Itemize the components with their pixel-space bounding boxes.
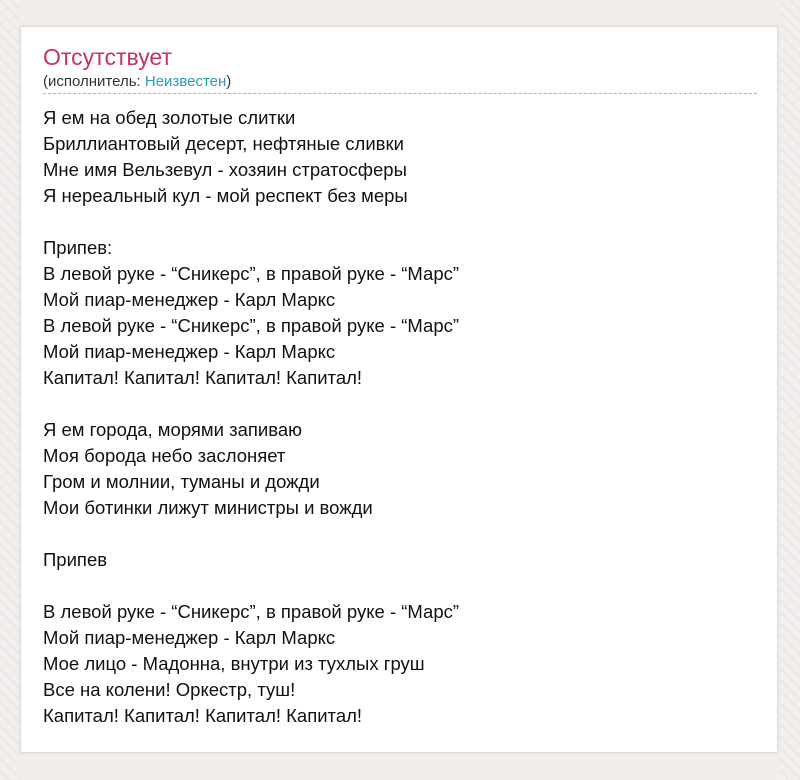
- lyric-line: Капитал! Капитал! Капитал! Капитал!: [43, 367, 363, 388]
- lyric-line: Бриллиантовый десерт, нефтяные сливки: [43, 133, 404, 154]
- lyric-line: Моя борода небо заслоняет: [43, 445, 286, 466]
- lyrics-card: [20, 26, 778, 753]
- background-pattern-left: [0, 0, 20, 780]
- lyric-line: Мой пиар-менеджер - Карл Маркс: [43, 289, 336, 310]
- title-divider: [43, 93, 757, 94]
- lyric-line: Мои ботинки лижут министры и вожди: [43, 497, 373, 518]
- lyric-blank-line: [43, 391, 743, 417]
- lyric-line: Все на колени! Оркестр, туш!: [43, 679, 296, 700]
- lyric-line: В левой руке - “Сникерс”, в правой руке - “Марс”: [43, 263, 460, 284]
- lyric-line: В левой руке - “Сникерс”, в правой руке - “Марс”: [43, 315, 460, 336]
- lyric-line: Я ем города, морями запиваю: [43, 419, 303, 440]
- artist-link[interactable]: Неизвестен: [144, 73, 227, 90]
- background-pattern-right: [780, 0, 800, 780]
- song-title: Отсутствует: [43, 44, 172, 70]
- lyric-line: Капитал! Капитал! Капитал! Капитал!: [43, 705, 363, 726]
- lyric-line: Я нереальный кул - мой респект без меры: [43, 185, 408, 206]
- lyric-line: Припев:: [43, 237, 113, 258]
- lyric-line: Мой пиар-менеджер - Карл Маркс: [43, 627, 336, 648]
- lyrics-text: [43, 105, 743, 729]
- lyric-blank-line: [43, 209, 743, 235]
- artist-suffix: ): [226, 73, 232, 90]
- lyric-blank-line: [43, 521, 743, 547]
- lyric-line: Мой пиар-менеджер - Карл Маркс: [43, 341, 336, 362]
- lyric-line: Я ем на обед золотые слитки: [43, 107, 296, 128]
- lyric-blank-line: [43, 573, 743, 599]
- lyric-line: В левой руке - “Сникерс”, в правой руке - “Марс”: [43, 601, 460, 622]
- artist-prefix: (исполнитель:: [43, 73, 145, 90]
- lyric-line: Мое лицо - Мадонна, внутри из тухлых груш: [43, 653, 425, 674]
- lyric-line: Мне имя Вельзевул - хозяин стратосферы: [43, 159, 407, 180]
- lyric-line: Гром и молнии, туманы и дожди: [43, 471, 320, 492]
- artist-line: [43, 73, 231, 91]
- lyric-line: Припев: [43, 549, 108, 570]
